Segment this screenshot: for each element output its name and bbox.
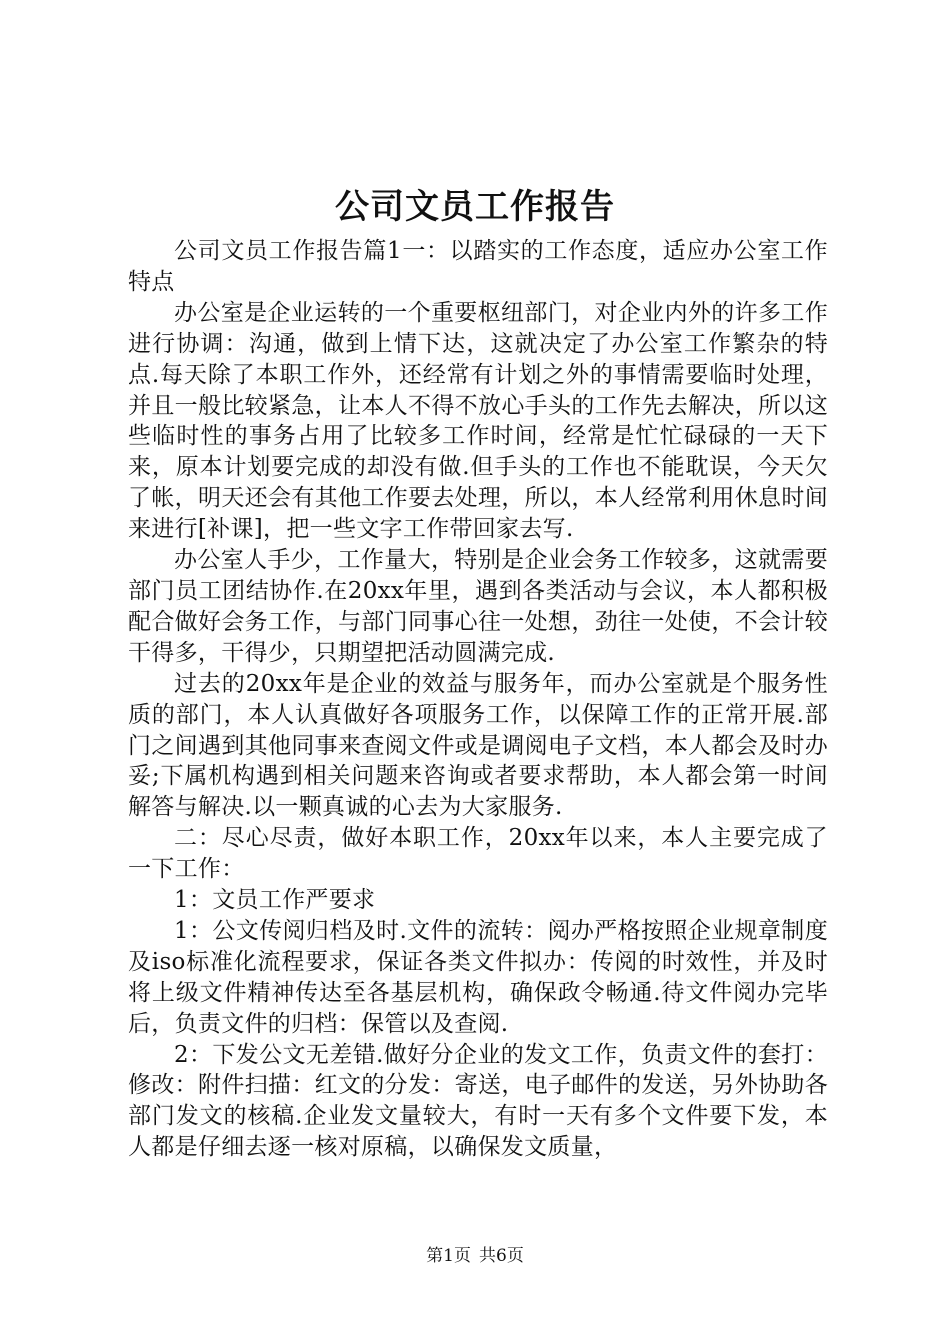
paragraph: 公司文员工作报告篇1一：以踏实的工作态度，适应办公室工作特点 [128,238,828,295]
document-body [128,236,828,1163]
paragraph: 办公室人手少，工作量大，特别是企业会务工作较多，这就需要部门员工团结协作.在20xx年里，遇到各类活动与会议，本人都积极配合做好会务工作，与部门同事心往一处想，劲往一处使，不会计较干得多，干得少，只期望把活动圆满完成. [128,547,828,666]
paragraph: 办公室是企业运转的一个重要枢纽部门，对企业内外的许多工作进行协调：沟通，做到上情下达，这就决定了办公室工作繁杂的特点.每天除了本职工作外，还经常有计划之外的事情需要临时处理，并且一般比较紧急，让本人不得不放心手头的工作先去解决，所以这些临时性的事务占用了比较多工作时间，经常是忙忙碌碌的一天下来，原本计划要完成的却没有做.但手头的工作也不能耽误，今天欠了帐，明天还会有其他工作要去处理，所以，本人经常利用休息时间来进行[补课]，把一些文字工作带回家去写. [128,299,828,543]
paragraph: 1：公文传阅归档及时.文件的流转：阅办严格按照企业规章制度及iso标准化流程要求，保证各类文件拟办：传阅的时效性，并及时将上级文件精神传达至各基层机构，确保政令畅通.待文件阅办完毕后，负责文件的归档：保管以及查阅. [128,917,828,1037]
page-footer [0,1244,950,1268]
paragraph: 二：尽心尽责，做好本职工作，20xx年以来，本人主要完成了一下工作： [128,825,828,883]
page-total: 共6页 [479,1246,524,1266]
paragraph: 过去的20xx年是企业的效益与服务年，而办公室就是个服务性质的部门，本人认真做好各项服务工作，以保障工作的正常开展.部门之间遇到其他同事来查阅文件或是调阅电子文档，本人都会及时办妥;下属机构遇到相关问题来咨询或者要求帮助，本人都会第一时间解答与解决.以一颗真诚的心去为大家服务. [128,670,828,821]
document-title: 公司文员工作报告 [335,187,615,227]
page-number: 第1页 [426,1246,471,1266]
paragraph: 2：下发公文无差错.做好分企业的发文工作，负责文件的套打：修改：附件扫描：红文的分发：寄送，电子邮件的发送，另外协助各部门发文的核稿.企业发文量较大，有时一天有多个文件要下发，本人都是仔细去逐一核对原稿，以确保发文质量， [128,1041,828,1161]
paragraph: 1：文员工作严要求 [174,887,376,914]
